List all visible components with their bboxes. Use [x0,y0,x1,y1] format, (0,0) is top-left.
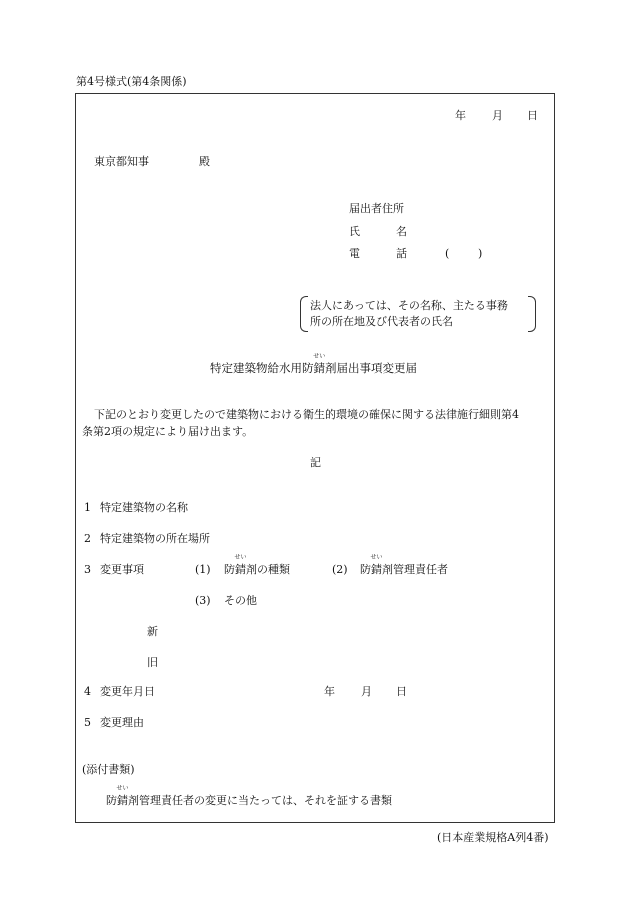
item3-option3-label: その他 [224,594,257,607]
item3-option3-number: (3) [195,594,211,607]
item3-number: 3 [84,563,91,576]
document-title [210,353,417,376]
opt2-pre: 防 [360,563,371,576]
item4-number: 4 [84,685,91,698]
applicant-phone-label-1: 電 [349,247,360,260]
attach-ruby-text: せい [116,785,129,792]
opt2-ruby-base: 錆 [371,563,382,576]
opt1-post: 剤の種類 [246,563,290,576]
item2-number: 2 [84,532,91,545]
corporate-note-line1: 法人にあっては、その名称、主たる事務 [310,299,508,312]
phone-paren-close: ) [478,247,483,260]
corporate-note-text [310,298,508,330]
title-ruby [313,353,326,376]
opt1-pre: 防 [224,563,235,576]
item4-month: 月 [361,685,372,698]
corporate-note-line2: 所の所在地及び代表者の氏名 [310,315,453,328]
form-number-label: 第4号様式(第4条関係) [76,75,187,88]
body-line-1: 下記のとおり変更したので建築物における衛生的環境の確保に関する法律施行細則第4 [94,408,519,421]
applicant-address-label: 届出者住所 [349,202,404,215]
title-before: 特定建築物給水用防 [210,361,314,375]
phone-paren-open: ( [445,247,450,260]
opt2-post: 剤管理責任者 [382,563,448,576]
date-year-label: 年 [455,109,466,122]
item5-number: 5 [84,716,91,729]
applicant-phone-label-2: 話 [396,247,407,260]
attachments-heading: (添付書類) [82,763,135,776]
opt1-ruby-base: 錆 [235,563,246,576]
item3-label: 変更事項 [100,563,144,576]
addressee-honorific: 殿 [199,155,210,168]
date-day-label: 日 [527,109,538,122]
paper-size-note: (日本産業規格A列4番) [437,831,549,844]
item4-day: 日 [396,685,407,698]
item3-option2-number: (2) [332,563,348,576]
date-month-label: 月 [492,109,503,122]
body-line-2: 条第2項の規定により届け出ます。 [82,425,254,438]
opt1-ruby [234,554,247,576]
left-bracket [300,296,308,332]
attach-ruby-base: 錆 [117,794,128,807]
item3-new-label: 新 [147,625,158,638]
opt2-ruby-text: せい [370,554,383,561]
attach-ruby [116,785,129,807]
attach-post: 剤管理責任者の変更に当たっては、それを証する書類 [128,794,392,807]
opt2-ruby [370,554,383,576]
item3-option1-number: (1) [195,563,211,576]
item3-option2-label [360,554,448,576]
item3-option1-label [224,554,290,576]
corporate-note [300,296,536,332]
title-ruby-text: せい [313,353,326,360]
addressee-name: 東京都知事 [94,155,149,168]
item1-number: 1 [84,501,91,514]
item5-label: 変更理由 [100,716,144,729]
item2-label: 特定建築物の所在場所 [100,532,210,545]
item1-label: 特定建築物の名称 [100,501,188,514]
applicant-name-label-2: 名 [396,225,407,238]
applicant-name-label-1: 氏 [349,225,360,238]
title-ruby-base: 錆 [313,361,325,375]
title-after: 剤届出事項変更届 [325,361,417,375]
right-bracket [528,296,536,332]
attachments-text [106,785,392,807]
item3-old-label: 旧 [147,656,158,669]
item4-year: 年 [324,685,335,698]
opt1-ruby-text: せい [234,554,247,561]
ki-heading: 記 [310,456,321,469]
attach-pre: 防 [106,794,117,807]
item4-label: 変更年月日 [100,685,155,698]
